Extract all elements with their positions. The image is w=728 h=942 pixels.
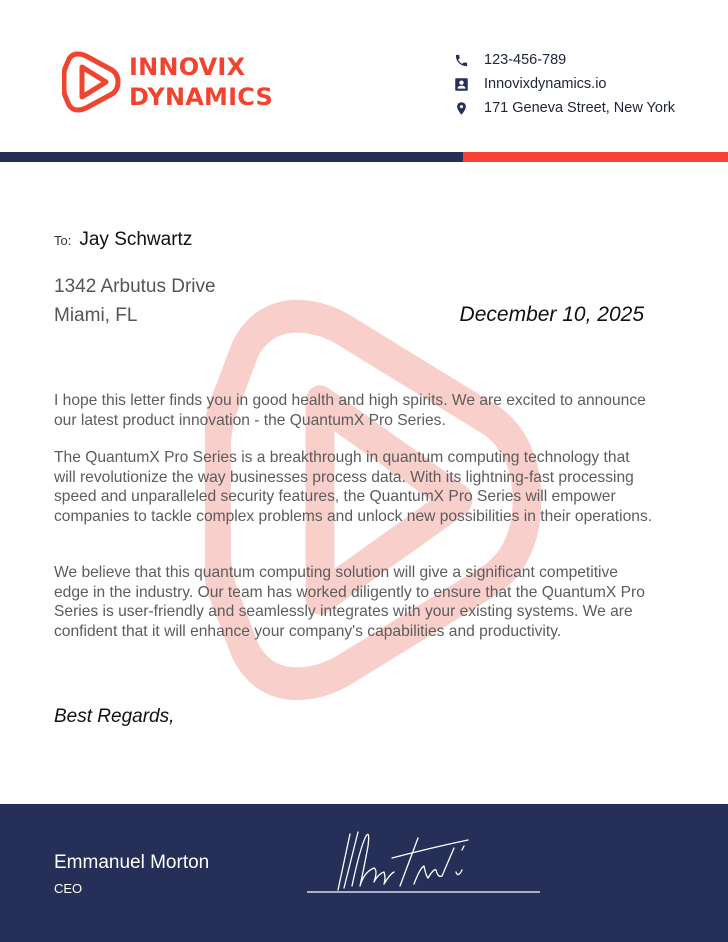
signer-title: CEO bbox=[54, 881, 83, 896]
recipient-address-line2: Miami, FL bbox=[54, 305, 138, 326]
to-label: To: bbox=[54, 233, 72, 248]
recipient-to bbox=[54, 229, 192, 251]
body-paragraph-1: I hope this letter finds you in good health and high spirits. We are excited to announce our latest product innovation - the QuantumX Pro Series. bbox=[54, 392, 646, 429]
company-name-line1: INNOVIX bbox=[129, 53, 246, 81]
body-paragraph-3: We believe that this quantum computing solution will give a significant competitive edge in the industry. Our team has worked diligently to ensure that the QuantumX Pro Series is user-friendly and seamlessly integrates with your existing systems. We are confident that it will enhance your company's capabilities and productivity. bbox=[54, 564, 645, 640]
contact-phone-text: 123-456-789 bbox=[484, 52, 567, 68]
footer-signature-block bbox=[0, 804, 728, 942]
signer-name: Emmanuel Morton bbox=[54, 852, 210, 873]
body-paragraph-2: The QuantumX Pro Series is a breakthrough in quantum computing technology that will revolutionize the way businesses process data. With its lightning-fast processing speed and unparalleled security features, the QuantumX Pro Series will empower companies to tackle complex problems and unlock new possibilities in their operations. bbox=[54, 449, 653, 525]
signature-line bbox=[307, 891, 540, 893]
closing-salutation: Best Regards, bbox=[54, 706, 175, 727]
handwritten-signature-icon bbox=[330, 828, 480, 896]
recipient-name: Jay Schwartz bbox=[79, 229, 193, 250]
recipient-address-line1: 1342 Arbutus Drive bbox=[54, 276, 216, 297]
contact-address-text: 171 Geneva Street, New York bbox=[484, 100, 676, 116]
letter-date: December 10, 2025 bbox=[459, 303, 644, 326]
company-name-line2: DYNAMICS bbox=[129, 83, 273, 111]
contact-website-text[interactable]: Innovixdynamics.io bbox=[484, 76, 607, 92]
